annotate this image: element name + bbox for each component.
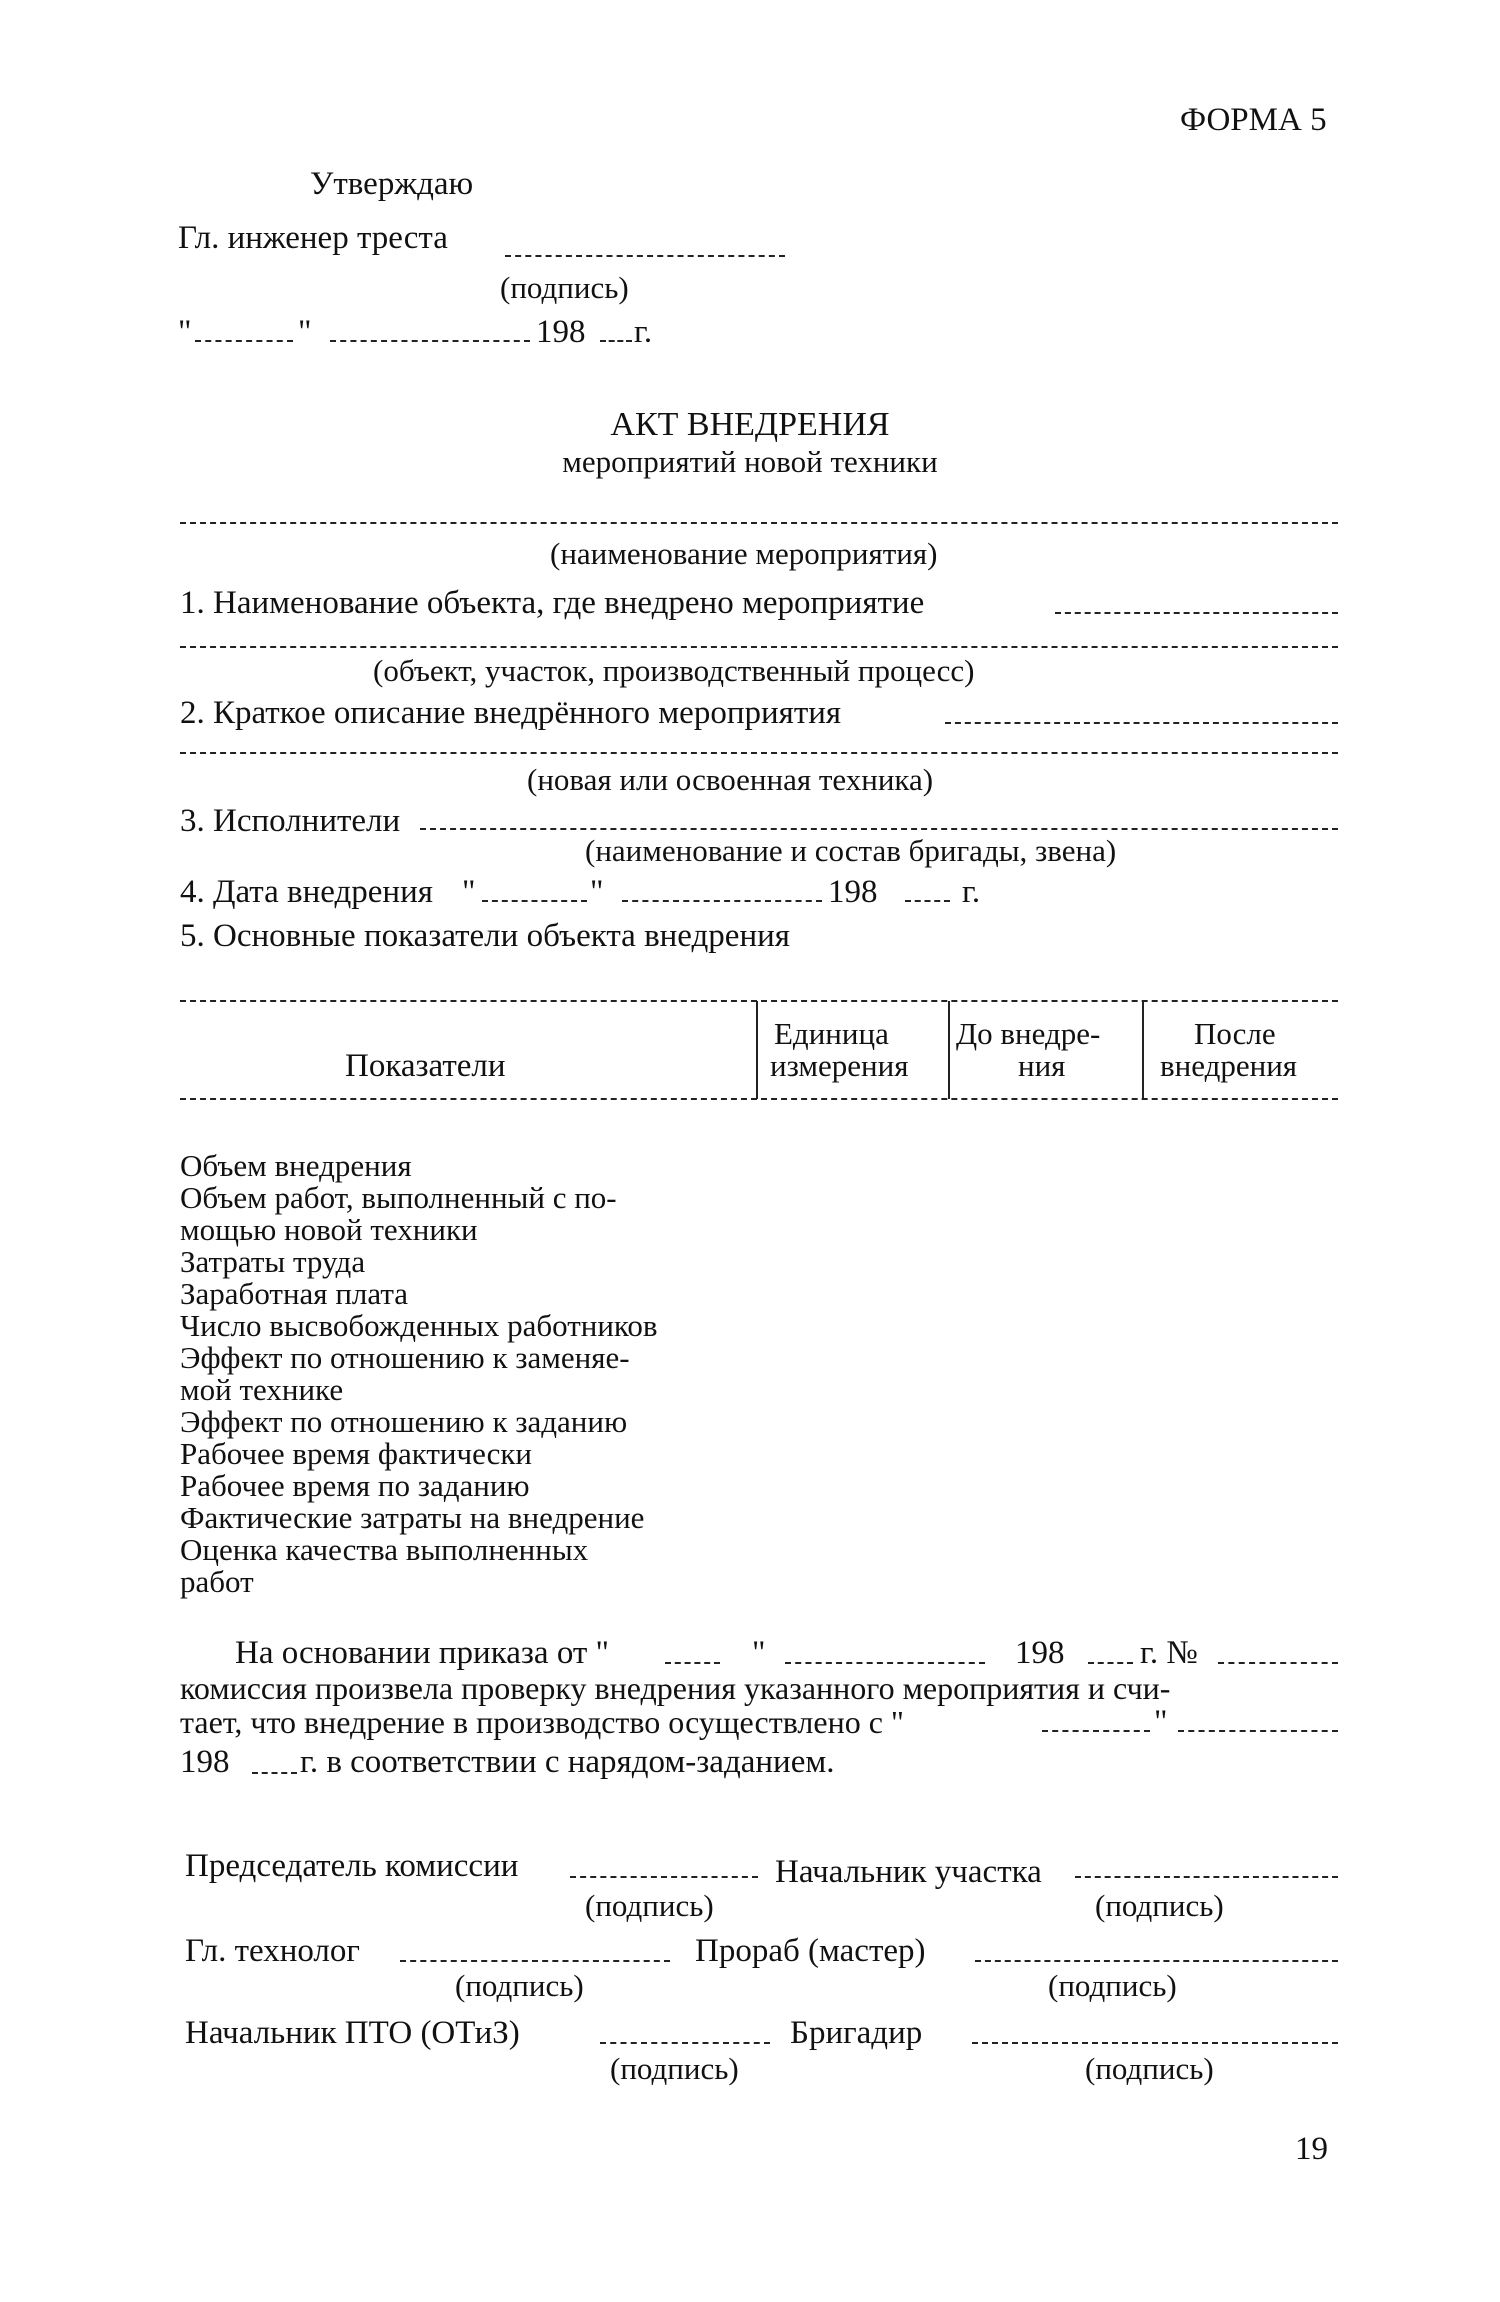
order-day-line bbox=[665, 1662, 720, 1664]
chief-technologist-signature-line bbox=[400, 1960, 670, 1962]
date-close-quote: " bbox=[298, 314, 312, 350]
table-divider-3 bbox=[1142, 1001, 1144, 1099]
item-4-month-line bbox=[622, 900, 822, 902]
act-subtitle: мероприятий новой техники bbox=[562, 444, 938, 479]
table-bottom-line bbox=[180, 1098, 1338, 1100]
indicator-row: Затраты труда bbox=[180, 1244, 366, 1279]
item-1-field bbox=[1055, 612, 1338, 614]
approval-year-suffix: г. bbox=[634, 314, 653, 350]
order-year: 198 bbox=[1015, 1635, 1065, 1671]
order-number-label: г. № bbox=[1140, 1635, 1198, 1671]
item-2-label: 2. Краткое описание внедрённого мероприятия bbox=[180, 695, 842, 731]
item-1-label: 1. Наименование объекта, где внедрено мероприятие bbox=[180, 585, 925, 621]
indicator-row: Рабочее время фактически bbox=[180, 1436, 533, 1471]
table-top-line bbox=[180, 1000, 1338, 1002]
technique-hint: (новая или освоенная техника) bbox=[527, 762, 934, 797]
pto-head-signature-hint: (подпись) bbox=[610, 2051, 739, 2086]
approval-day-line bbox=[195, 340, 293, 342]
signature-hint: (подпись) bbox=[500, 270, 629, 305]
indicator-row: Число высвобожденных работников bbox=[180, 1308, 658, 1343]
order-line4-year: 198 bbox=[180, 1744, 230, 1780]
item-4-label: 4. Дата внедрения bbox=[180, 874, 433, 910]
indicator-row: мощью новой техники bbox=[180, 1212, 478, 1247]
item-2-continuation-line bbox=[180, 752, 1338, 754]
item-4-g: г. bbox=[962, 874, 981, 910]
indicator-row: Эффект по отношению к заданию bbox=[180, 1404, 628, 1439]
item-4-year: 198 bbox=[828, 874, 878, 910]
site-head-signature-line bbox=[1075, 1876, 1338, 1878]
chief-engineer-signature-line bbox=[505, 255, 785, 257]
act-title: АКТ ВНЕДРЕНИЯ bbox=[610, 406, 890, 443]
order-line3: тает, что внедрение в производство осуществлено с " bbox=[180, 1704, 904, 1740]
brigade-hint: (наименование и состав бригады, звена) bbox=[585, 833, 1117, 868]
form-label: ФОРМА 5 bbox=[1180, 102, 1327, 138]
chairman-signature-hint: (подпись) bbox=[585, 1888, 714, 1923]
approval-year-prefix: 198 bbox=[536, 314, 586, 350]
item-1-continuation-line bbox=[180, 646, 1338, 648]
foreman-signature-line bbox=[975, 1960, 1338, 1962]
approval-year-line bbox=[600, 340, 632, 342]
brigadier-signature-line bbox=[972, 2042, 1338, 2044]
item-3-label: 3. Исполнители bbox=[180, 803, 401, 839]
page-number: 19 bbox=[1295, 2131, 1328, 2167]
item-3-field bbox=[420, 828, 1338, 830]
table-divider-1 bbox=[756, 1001, 758, 1099]
foreman-signature-hint: (подпись) bbox=[1048, 1968, 1177, 2003]
measure-name-line bbox=[180, 522, 1338, 524]
object-hint: (объект, участок, производственный процесс) bbox=[373, 653, 975, 688]
indicator-row: Фактические затраты на внедрение bbox=[180, 1500, 645, 1535]
order-line1-quote: " bbox=[752, 1635, 766, 1671]
indicator-row: Объем внедрения bbox=[180, 1148, 412, 1183]
foreman-label: Прораб (мастер) bbox=[695, 1933, 926, 1969]
pto-head-signature-line bbox=[600, 2042, 770, 2044]
indicator-row: Рабочее время по заданию bbox=[180, 1468, 530, 1503]
item-4-day-line bbox=[482, 900, 587, 902]
col-before-line2: ния bbox=[1018, 1048, 1066, 1083]
indicator-row: работ bbox=[180, 1564, 254, 1599]
col-unit-line2: измерения bbox=[770, 1048, 909, 1083]
approve-label: Утверждаю bbox=[310, 166, 474, 202]
indicator-row: Эффект по отношению к заменяе- bbox=[180, 1340, 630, 1375]
chief-technologist-signature-hint: (подпись) bbox=[455, 1968, 584, 2003]
chief-technologist-label: Гл. технолог bbox=[185, 1933, 360, 1969]
col-after-line2: внедрения bbox=[1160, 1048, 1298, 1083]
order-month-line bbox=[785, 1662, 985, 1664]
site-head-signature-hint: (подпись) bbox=[1095, 1888, 1224, 1923]
order-number-line bbox=[1218, 1662, 1338, 1664]
order-line1-start: На основании приказа от " bbox=[235, 1635, 610, 1671]
item-4-year-line bbox=[905, 900, 950, 902]
indicator-row: Заработная плата bbox=[180, 1276, 409, 1311]
item-2-field bbox=[945, 722, 1338, 724]
col-indicators: Показатели bbox=[345, 1048, 506, 1084]
indicator-row: Оценка качества выполненных bbox=[180, 1532, 589, 1567]
item-5-label: 5. Основные показатели объекта внедрения bbox=[180, 918, 790, 954]
order-start-year-line bbox=[252, 1772, 297, 1774]
date-open-quote: " bbox=[178, 314, 192, 350]
indicator-row: мой технике bbox=[180, 1372, 344, 1407]
order-year-line bbox=[1088, 1662, 1133, 1664]
brigadier-label: Бригадир bbox=[790, 2015, 923, 2051]
pto-head-label: Начальник ПТО (ОТиЗ) bbox=[185, 2015, 520, 2051]
chairman-signature-line bbox=[570, 1876, 758, 1878]
approval-month-line bbox=[330, 340, 530, 342]
indicator-row: Объем работ, выполненный с по- bbox=[180, 1180, 617, 1215]
table-divider-2 bbox=[948, 1001, 950, 1099]
order-line4-rest: г. в соответствии с нарядом-заданием. bbox=[300, 1744, 835, 1780]
order-start-month-line bbox=[1178, 1730, 1338, 1732]
chairman-label: Председатель комиссии bbox=[185, 1848, 519, 1884]
chief-engineer-label: Гл. инженер треста bbox=[178, 220, 448, 256]
order-line3-quote: " bbox=[1154, 1704, 1168, 1740]
col-after-line1: После bbox=[1194, 1016, 1276, 1051]
order-start-day-line bbox=[1042, 1730, 1150, 1732]
order-line2: комиссия произвела проверку внедрения указанного мероприятия и счи- bbox=[180, 1670, 1171, 1706]
document-page: ФОРМА 5 Утверждаю Гл. инженер треста (подпись) " " 198 г. АКТ ВНЕДРЕНИЯ мероприятий новой техники (наименование мероприятия) 1. Наименование объекта, где внедрено мероприятие (объект, участок, производственный процесс) 2. Краткое описание внедрённого мероприятия (новая или освоенная техника) 3. Исполнители (наименование и состав бригады, звена) 4. Дата внедрения " " 198 г. 5. Основные показатели объекта внедрения Показатели Единица измерения До внедре- ния После внедрения Объем внедрения Объем работ, выполненный с по- мощью новой техники Затраты труда Заработная плата Число высвобожденных работников Эффект по отношению к заменяе- мой технике Эффект по отношению к заданию Рабочее время фактически Рабочее время по заданию Фактические затраты на внедрение Оценка качества выполненных работ На основании приказа от " " 198 г. № комиссия произвела проверку внедрения указанного мероприятия и счи- тает, что внедрение в производство осуществлено с " " 198 г. в соответствии с нарядом-заданием. Председатель комиссии Начальник участка (подпись) (подпись) Гл. технолог Прораб (мастер) (подпись) (подпись) Начальник ПТО (ОТиЗ) Бригадир (подпись) (подпись) 19 bbox=[0, 0, 1500, 2302]
col-before-line1: До внедре- bbox=[956, 1016, 1101, 1051]
measure-name-hint: (наименование мероприятия) bbox=[550, 536, 938, 571]
site-head-label: Начальник участка bbox=[775, 1854, 1042, 1890]
col-unit-line1: Единица bbox=[774, 1016, 889, 1051]
brigadier-signature-hint: (подпись) bbox=[1085, 2051, 1214, 2086]
